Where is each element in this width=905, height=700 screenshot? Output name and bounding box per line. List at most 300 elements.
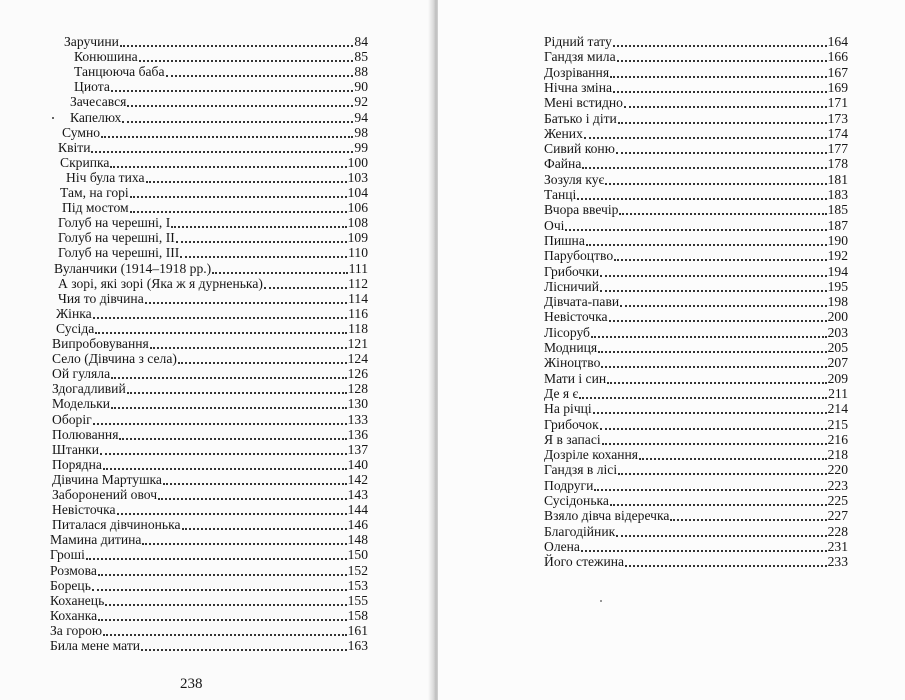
toc-entry-page: 203	[827, 324, 848, 340]
toc-entry	[544, 309, 848, 325]
toc-entry-title: Дівчина Мартушка	[52, 471, 162, 487]
toc-entry-title: Його стежина	[544, 554, 625, 570]
toc-entry	[544, 539, 848, 555]
toc-leader-dots	[619, 213, 826, 215]
toc-entry-page: 173	[827, 110, 848, 126]
toc-entry	[52, 396, 368, 412]
toc-entry-page: 136	[347, 426, 368, 442]
toc-entry	[544, 218, 848, 234]
toc-entry	[50, 578, 368, 594]
toc-entry-title: Оборіг	[52, 411, 92, 427]
toc-entry-title: Очі	[544, 217, 565, 233]
toc-leader-dots	[110, 166, 346, 168]
toc-leader-dots	[86, 558, 347, 560]
toc-leader-dots	[146, 181, 347, 183]
toc-leader-dots	[158, 498, 347, 500]
toc-entry-page: 99	[354, 139, 368, 155]
toc-leader-dots	[101, 136, 353, 138]
toc-entry-page: 150	[347, 547, 368, 563]
toc-leader-dots	[117, 513, 347, 515]
toc-leader-dots	[166, 75, 354, 77]
toc-entry-title: На річці	[544, 401, 592, 417]
toc-leader-dots	[127, 105, 353, 107]
toc-entry-page: 183	[827, 187, 848, 202]
toc-entry-title: Полювання	[52, 426, 119, 442]
toc-leader-dots	[579, 397, 827, 399]
toc-entry-title: Пишна	[544, 232, 585, 248]
toc-entry	[544, 49, 848, 65]
toc-entry	[544, 508, 848, 524]
toc-entry-page: 137	[347, 441, 368, 457]
toc-entry-page: 144	[347, 502, 368, 518]
toc-entry	[58, 140, 368, 156]
toc-entry	[62, 200, 368, 216]
toc-leader-dots	[93, 317, 347, 319]
toc-entry-title: Борець	[50, 577, 91, 593]
toc-entry-page: 187	[827, 217, 848, 233]
toc-entry	[544, 126, 848, 142]
toc-entry-page: 215	[827, 416, 848, 432]
toc-entry-title: Модельки	[52, 396, 110, 412]
toc-entry-title: Модниця	[544, 340, 598, 355]
toc-leader-dots	[141, 649, 347, 651]
toc-entry-page: 110	[348, 245, 368, 261]
toc-entry-page: 225	[827, 493, 848, 508]
toc-leader-dots	[613, 45, 827, 47]
toc-entry	[544, 325, 848, 341]
toc-entry	[544, 187, 848, 203]
toc-entry-title: Невісточка	[52, 502, 116, 518]
toc-leader-dots	[105, 604, 346, 606]
toc-entry-title: Вчора ввечір	[544, 202, 619, 218]
toc-entry-page: 228	[827, 523, 848, 539]
toc-leader-dots	[111, 377, 346, 379]
toc-leader-dots	[565, 229, 826, 231]
toc-leader-dots	[616, 535, 826, 537]
toc-entry	[544, 524, 848, 540]
toc-entry-title: Лісничий	[544, 278, 599, 294]
toc-entry-page: 109	[347, 230, 368, 246]
toc-entry	[54, 261, 368, 277]
toc-entry	[58, 276, 368, 292]
toc-leader-dots	[98, 574, 347, 576]
toc-entry	[66, 170, 368, 186]
toc-entry-page: 98	[354, 124, 368, 140]
toc-entry-title: Голуб на черешні, III	[58, 245, 180, 261]
toc-entry-page: 205	[827, 340, 848, 355]
toc-leader-dots	[130, 211, 347, 213]
toc-entry	[52, 336, 368, 352]
toc-entry	[544, 80, 848, 96]
toc-entry	[52, 517, 368, 533]
toc-leader-dots	[600, 428, 827, 430]
toc-entry-title: Жіноцтво	[544, 355, 601, 371]
toc-entry-page: 200	[827, 309, 848, 325]
toc-entry-title: Гандзя в лісі	[544, 462, 618, 478]
toc-leader-dots	[142, 543, 346, 545]
toc-entry	[52, 487, 368, 503]
toc-entry-title: Циота	[74, 79, 110, 95]
toc-entry-page: 124	[347, 351, 368, 367]
toc-entry-title: Била мене мати	[50, 638, 141, 653]
toc-entry-page: 223	[827, 477, 848, 493]
toc-leader-dots	[600, 290, 827, 292]
print-speck	[600, 600, 602, 602]
toc-leader-dots	[594, 489, 826, 491]
toc-entry-title: Благодійник	[544, 523, 616, 539]
toc-entry-title: Коханка	[50, 607, 98, 623]
toc-entry	[60, 155, 368, 171]
toc-entry-page: 211	[828, 385, 848, 401]
toc-entry-page: 94	[354, 109, 368, 125]
toc-entry-page: 178	[827, 156, 848, 172]
toc-entry-title: Сумно	[62, 124, 101, 140]
toc-leader-dots	[610, 504, 827, 506]
toc-entry-title: Дозріле кохання	[544, 447, 639, 463]
toc-entry-page: 112	[348, 275, 368, 291]
toc-entry	[544, 172, 848, 188]
toc-entry	[52, 351, 368, 367]
toc-entry-title: Олена	[544, 538, 580, 554]
toc-entry-page: 146	[347, 517, 368, 533]
toc-leader-dots	[111, 90, 354, 92]
toc-entry-title: Подруги	[544, 477, 594, 493]
toc-entry-page: 130	[347, 396, 368, 412]
toc-entry-page: 163	[347, 638, 368, 653]
left-page	[0, 0, 435, 700]
toc-entry	[544, 371, 848, 387]
toc-entry-title: Чия то дівчина	[58, 290, 144, 306]
toc-entry	[58, 245, 368, 261]
toc-entry	[544, 264, 848, 280]
toc-entry-page: 185	[827, 202, 848, 218]
toc-entry	[64, 34, 368, 50]
toc-entry	[50, 547, 368, 563]
toc-entry-title: Батько і діти	[544, 110, 617, 126]
toc-entry-title: Під мостом	[62, 200, 129, 216]
toc-leader-dots	[111, 407, 347, 409]
toc-entry-title: Взяло дівча відеречка	[544, 508, 670, 524]
toc-leader-dots	[178, 362, 347, 364]
toc-leader-dots	[598, 351, 826, 353]
toc-entry-page: 192	[827, 248, 848, 264]
toc-entry-page: 104	[347, 185, 368, 200]
toc-entry	[544, 202, 848, 218]
toc-entry-page: 121	[347, 336, 368, 351]
toc-entry-title: Зачесався	[70, 94, 127, 110]
toc-entry-page: 118	[348, 320, 368, 336]
toc-entry	[544, 233, 848, 249]
toc-entry-title: Порядна	[52, 456, 102, 472]
toc-entry-title: Ой гуляла	[52, 366, 111, 382]
right-page	[438, 0, 905, 700]
toc-entry-page: 181	[827, 171, 848, 187]
toc-entry	[544, 294, 848, 310]
toc-entry-page: 90	[354, 79, 368, 95]
toc-entry	[50, 532, 368, 548]
toc-entry-title: Танцююча баба	[74, 64, 165, 80]
toc-entry-title: Здогадливий	[52, 381, 126, 397]
toc-leader-dots	[139, 60, 354, 62]
toc-entry	[74, 49, 368, 65]
toc-leader-dots	[593, 412, 827, 414]
toc-entry	[60, 185, 368, 201]
toc-entry-title: Там, на горі	[60, 185, 129, 200]
toc-entry	[56, 306, 368, 322]
toc-entry	[544, 340, 848, 356]
toc-entry-page: 126	[347, 366, 368, 382]
toc-entry-page: 220	[827, 462, 848, 478]
toc-entry	[52, 381, 368, 397]
toc-leader-dots	[264, 287, 347, 289]
toc-leader-dots	[120, 45, 353, 47]
toc-leader-dots	[584, 137, 827, 139]
toc-leader-dots	[602, 443, 827, 445]
toc-leader-dots	[95, 332, 347, 334]
toc-entry-title: Квіти	[58, 139, 91, 155]
toc-entry-title: Голуб на черешні, I	[58, 215, 171, 231]
toc-entry-page: 85	[354, 49, 368, 65]
toc-entry-page: 166	[827, 49, 848, 65]
toc-leader-dots	[624, 106, 827, 108]
toc-leader-dots	[163, 483, 347, 485]
toc-entry	[544, 462, 848, 478]
toc-entry	[544, 111, 848, 127]
toc-entry-page: 216	[827, 431, 848, 447]
toc-entry	[50, 563, 368, 579]
toc-entry	[544, 355, 848, 371]
toc-entry-page: 106	[347, 200, 368, 216]
toc-entry-title: Випробовування	[52, 336, 149, 351]
toc-entry-page: 161	[347, 622, 368, 638]
toc-leader-dots	[617, 60, 827, 62]
toc-entry-page: 133	[347, 411, 368, 427]
toc-entry-title: Невісточка	[544, 309, 608, 325]
toc-entry-title: За горою	[50, 622, 103, 638]
toc-entry-page: 195	[827, 278, 848, 294]
toc-entry-page: 164	[827, 34, 848, 49]
toc-entry	[52, 442, 368, 458]
toc-entry-title: Я в запасі	[544, 431, 601, 447]
toc-entry-title: Жінка	[56, 305, 92, 321]
toc-entry	[50, 593, 368, 609]
toc-leader-dots	[171, 226, 346, 228]
toc-entry-page: 167	[827, 64, 848, 80]
toc-leader-dots	[130, 196, 347, 198]
toc-entry-title: Нічна зміна	[544, 79, 613, 95]
toc-entry-title: Жених	[544, 125, 583, 141]
toc-entry-title: Заручини	[64, 34, 119, 49]
toc-leader-dots	[618, 473, 826, 475]
toc-entry-title: Ніч була тиха	[66, 169, 145, 185]
toc-entry-page: 142	[347, 471, 368, 487]
toc-entry	[544, 95, 848, 111]
toc-entry-page: 92	[354, 94, 368, 110]
toc-entry	[52, 427, 368, 443]
toc-leader-dots	[176, 241, 347, 243]
toc-entry-page: 169	[827, 79, 848, 95]
toc-entry-page: 84	[354, 34, 368, 49]
toc-entry	[544, 401, 848, 417]
toc-entry-title: Мамина дитина	[50, 532, 142, 548]
toc-entry-page: 227	[827, 508, 848, 524]
toc-entry-title: Вуланчики (1914–1918 рр.)	[54, 260, 212, 276]
toc-entry-page: 231	[827, 538, 848, 554]
toc-leader-dots	[591, 336, 827, 338]
toc-leader-dots	[618, 122, 827, 124]
toc-entry	[52, 457, 368, 473]
toc-entry-title: Дозрівання	[544, 64, 610, 80]
toc-leader-dots	[625, 565, 827, 567]
toc-entry-page: 148	[347, 532, 368, 548]
toc-entry-title: Зозуля кує	[544, 171, 605, 187]
toc-entry-title: Голуб на черешні, II	[58, 230, 175, 246]
toc-entry-title: Файна	[544, 156, 582, 172]
toc-leader-dots	[93, 423, 347, 425]
toc-entry-title: Гандзя мила	[544, 49, 616, 65]
page-number: 238	[180, 676, 203, 692]
toc-leader-dots	[103, 634, 347, 636]
toc-entry	[52, 502, 368, 518]
toc-entry	[52, 366, 368, 382]
toc-entry-page: 140	[347, 456, 368, 472]
toc-entry	[74, 64, 368, 80]
toc-leader-dots	[582, 167, 826, 169]
print-speck	[52, 117, 54, 119]
toc-leader-dots	[600, 275, 826, 277]
toc-entry-title: Парубоцтво	[544, 248, 614, 264]
toc-leader-dots	[607, 382, 826, 384]
toc-leader-dots	[180, 256, 347, 258]
toc-entry	[52, 472, 368, 488]
toc-entry-page: 88	[354, 64, 368, 80]
toc-leader-dots	[92, 589, 347, 591]
toc-entry-title: Конюшина	[74, 49, 138, 65]
toc-leader-dots	[610, 76, 827, 78]
toc-leader-dots	[150, 347, 347, 349]
toc-entry-page: 155	[347, 592, 368, 608]
toc-entry-title: Мати і син	[544, 370, 607, 386]
toc-entry-page: 214	[827, 401, 848, 417]
toc-entry-title: Рідний тату	[544, 34, 612, 49]
toc-leader-dots	[616, 152, 827, 154]
toc-entry	[544, 493, 848, 509]
toc-entry-page: 233	[827, 554, 848, 570]
toc-entry-page: 194	[827, 263, 848, 279]
toc-entry-page: 108	[347, 215, 368, 231]
toc-leader-dots	[145, 302, 347, 304]
toc-entry	[544, 386, 848, 402]
toc-entry-title: Сивий коню	[544, 141, 615, 157]
toc-entry-title: Село (Дівчина з села)	[52, 351, 177, 367]
toc-leader-dots	[601, 366, 826, 368]
toc-entry-title: Капелюх	[70, 109, 122, 125]
toc-entry-page: 207	[827, 355, 848, 371]
toc-entry-title: Де я є	[544, 385, 579, 401]
toc-entry-title: Сусідонька	[544, 493, 609, 508]
toc-entry	[58, 215, 368, 231]
toc-entry-title: Танці	[544, 187, 577, 202]
toc-entry	[50, 638, 368, 654]
toc-leader-dots	[100, 453, 347, 455]
toc-entry-title: Сусіда	[56, 320, 95, 336]
toc-entry-page: 198	[827, 294, 848, 310]
toc-entry-title: Мені встидно	[544, 95, 623, 111]
toc-entry	[544, 447, 848, 463]
toc-entry	[544, 34, 848, 50]
toc-entry	[544, 156, 848, 172]
toc-entry-title: Дівчата-пави	[544, 294, 620, 310]
toc-entry-title: Грибочок	[544, 416, 599, 432]
toc-entry-page: 158	[347, 607, 368, 623]
toc-entry-title: Штанки	[52, 441, 100, 457]
toc-entry-page: 116	[348, 305, 368, 321]
toc-entry	[544, 279, 848, 295]
toc-entry-page: 177	[827, 141, 848, 157]
toc-entry	[544, 554, 848, 570]
toc-entry	[544, 478, 848, 494]
toc-entry-title: А зорі, які зорі (Яка ж я дурненька)	[58, 275, 263, 291]
toc-entry-page: 128	[347, 381, 368, 397]
toc-entry	[544, 141, 848, 157]
toc-entry-page: 143	[347, 487, 368, 502]
toc-entry-title: Коханець	[50, 592, 105, 608]
toc-leader-dots	[670, 519, 826, 521]
toc-leader-dots	[98, 619, 346, 621]
toc-leader-dots	[212, 272, 347, 274]
toc-entry	[544, 248, 848, 264]
toc-entry-page: 152	[347, 562, 368, 578]
toc-entry	[50, 623, 368, 639]
toc-entry	[544, 432, 848, 448]
toc-entry	[62, 125, 368, 141]
toc-entry-page: 114	[348, 290, 368, 306]
toc-entry	[544, 417, 848, 433]
toc-entry-page: 111	[348, 260, 368, 276]
toc-entry	[70, 110, 368, 126]
toc-leader-dots	[122, 121, 353, 123]
toc-entry	[58, 291, 368, 307]
toc-leader-dots	[639, 458, 827, 460]
toc-entry-page: 153	[347, 577, 368, 593]
toc-leader-dots	[577, 198, 826, 200]
toc-entry-page: 103	[347, 169, 368, 185]
toc-leader-dots	[91, 151, 353, 153]
toc-leader-dots	[586, 244, 827, 246]
toc-leader-dots	[609, 320, 827, 322]
toc-entry-title: Скрипка	[60, 154, 110, 170]
toc-entry	[74, 79, 368, 95]
toc-entry-page: 100	[347, 154, 368, 170]
toc-leader-dots	[605, 183, 826, 185]
toc-leader-dots	[581, 550, 827, 552]
toc-entry-title: Заборонений овоч	[52, 487, 158, 502]
toc-leader-dots	[614, 259, 826, 261]
toc-leader-dots	[182, 528, 347, 530]
toc-entry	[52, 412, 368, 428]
toc-entry-page: 218	[827, 447, 848, 463]
toc-entry	[50, 608, 368, 624]
toc-entry	[56, 321, 368, 337]
toc-leader-dots	[613, 91, 827, 93]
toc-entry-page: 190	[827, 232, 848, 248]
toc-entry-page: 209	[827, 370, 848, 386]
toc-entry-title: Гроші	[50, 547, 85, 563]
toc-entry-title: Грибочки	[544, 263, 600, 279]
toc-leader-dots	[620, 305, 826, 307]
toc-entry-title: Розмова	[50, 562, 97, 578]
toc-entry-page: 174	[827, 125, 848, 141]
